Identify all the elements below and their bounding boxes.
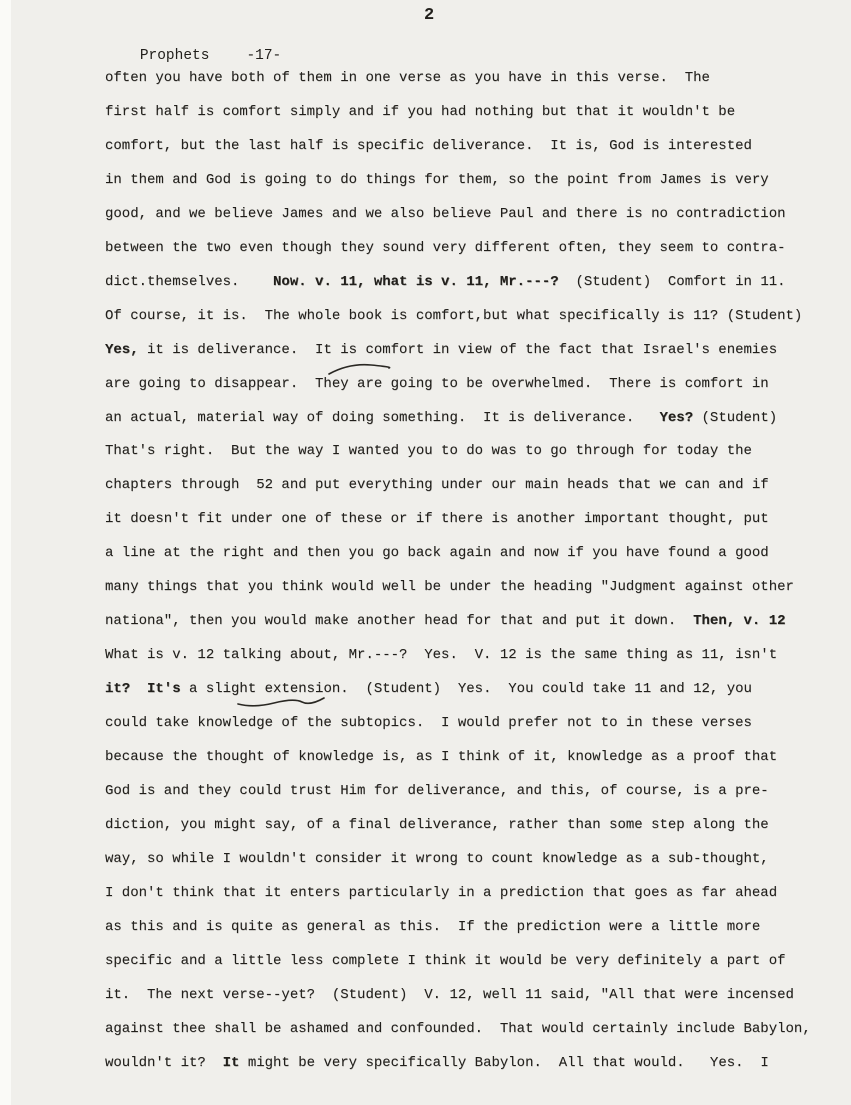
text-line: an actual, material way of doing something. It is deliverance. Yes? (Student) [105,409,778,426]
text-line: dict.themselves. Now. v. 11, what is v. 11, Mr.---? (Student) Comfort in 11. [105,273,786,290]
text-line: That's right. But the way I wanted you to do was to go through for today the [105,443,752,460]
text-line: God is and they could trust Him for deliverance, and this, of course, is a pre- [105,783,769,800]
text-line: comfort, but the last half is specific deliverance. It is, God is interested [105,137,752,154]
text-line: as this and is quite as general as this. If the prediction were a little more [105,918,761,935]
text-line: good, and we believe James and we also believe Paul and there is no contradiction [105,205,786,222]
text-line: often you have both of them in one verse as you have in this verse. The [105,70,710,86]
lecture-number: -17- [246,48,282,64]
text-line: between the two even though they sound very different often, they seem to contra- [105,239,786,256]
text-line: way, so while I wouldn't consider it wrong to count knowledge as a sub-thought, [105,850,769,867]
text-line: could take knowledge of the subtopics. I would prefer not to in these verses [105,715,752,732]
text-line: nationa", then you would make another head for that and put it down. Then, v. 12 [105,613,786,630]
text-line: because the thought of knowledge is, as I think of it, knowledge as a proof that [105,749,778,766]
text-line: diction, you might say, of a final deliverance, rather than some step along the [105,816,769,833]
text-line: specific and a little less complete I think it would be very definitely a part of [105,952,786,969]
text-line: are going to disappear. They are going to be overwhelmed. There is comfort in [105,375,769,392]
text-line: wouldn't it? It might be very specifically Babylon. All that would. Yes. I [105,1054,769,1071]
text-line: What is v. 12 talking about, Mr.---? Yes. V. 12 is the same thing as 11, isn't [105,647,778,664]
page-number: 2 [424,6,435,25]
text-line: it. The next verse--yet? (Student) V. 12, well 11 said, "All that were incensed [105,986,794,1003]
transcript-body [105,62,825,1081]
text-line: it? It's a slight extension. (Student) Yes. You could take 11 and 12, you [105,681,752,698]
text-line: a line at the right and then you go back again and now if you have found a good [105,545,769,562]
course-title: Prophets [139,48,210,64]
text-line: against thee shall be ashamed and confounded. That would certainly include Babylon, [105,1020,811,1037]
text-line: Of course, it is. The whole book is comfort,but what specifically is 11? (Student) [105,307,803,324]
text-line: first half is comfort simply and if you had nothing but that it wouldn't be [105,103,736,120]
text-line: it doesn't fit under one of these or if there is another important thought, put [105,511,769,528]
text-line: I don't think that it enters particularly in a prediction that goes as far ahead [105,884,778,901]
text-line: chapters through 52 and put everything under our main heads that we can and if [105,477,769,494]
text-line: Yes, it is deliverance. It is comfort in view of the fact that Israel's enemies [105,341,778,358]
text-line: in them and God is going to do things for them, so the point from James is very [105,171,769,188]
text-line: many things that you think would well be under the heading "Judgment against other [105,579,794,596]
